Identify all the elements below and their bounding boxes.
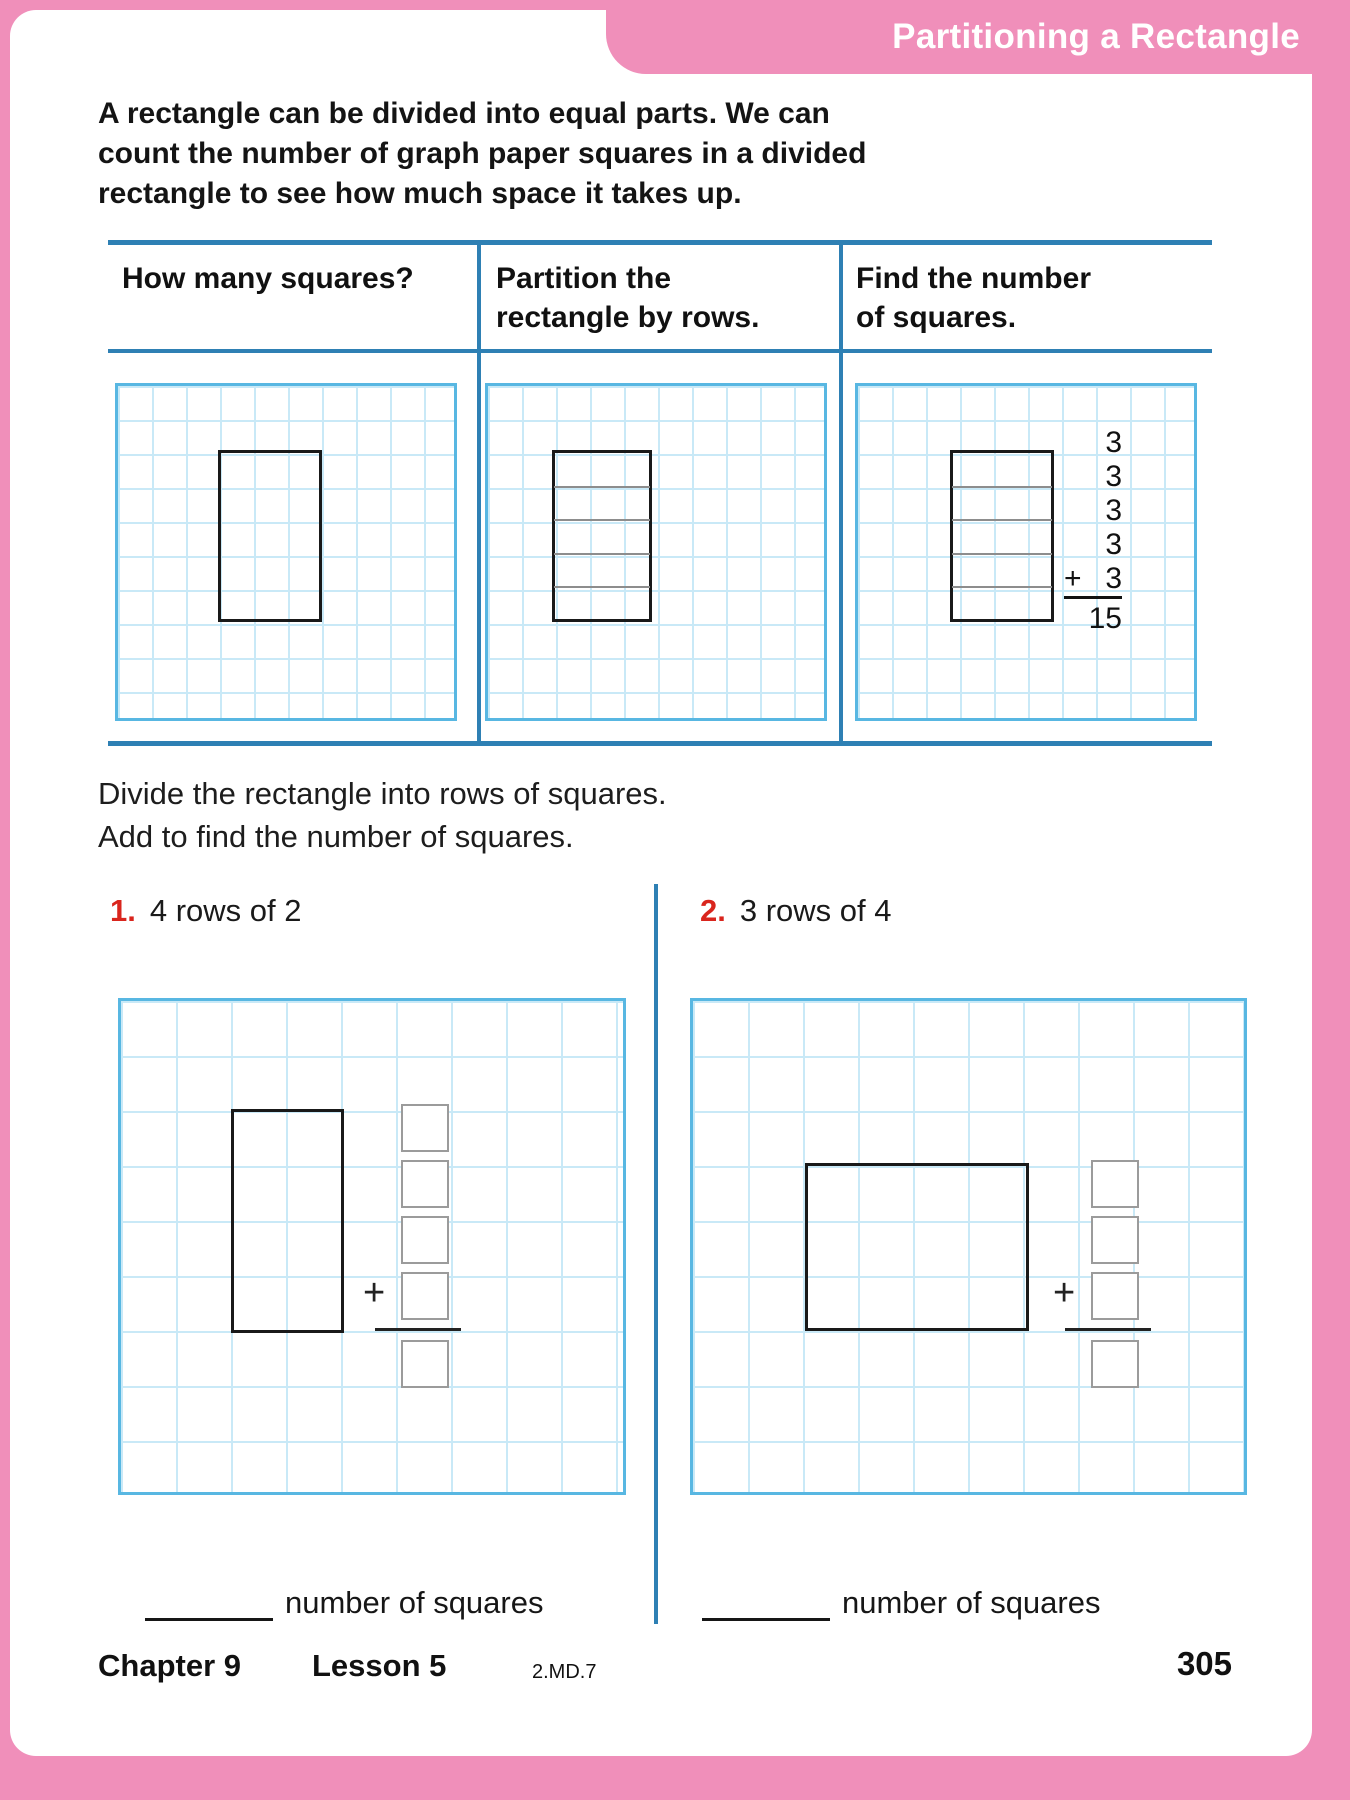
addition-column xyxy=(1064,426,1122,636)
exercise-2-label xyxy=(700,893,891,929)
addend-box[interactable] xyxy=(401,1104,449,1152)
addend-box[interactable] xyxy=(401,1216,449,1264)
plus-addend-row xyxy=(1064,562,1122,599)
answer-label: number of squares xyxy=(285,1585,544,1620)
instruction-line: Add to find the number of squares. xyxy=(98,819,574,854)
exercise-1-answer-row xyxy=(145,1585,543,1621)
table-header-rule xyxy=(108,349,1212,353)
header-line: of squares. xyxy=(856,301,1017,334)
exercise-title: 3 rows of 4 xyxy=(739,893,892,928)
footer-page-number: 305 xyxy=(1176,1645,1232,1682)
exercise-2-rectangle[interactable] xyxy=(805,1163,1029,1331)
header-line: How many squares? xyxy=(122,262,414,295)
answer-blank-line[interactable] xyxy=(145,1591,273,1621)
exercise-1-label xyxy=(110,893,301,929)
intro-line: A rectangle can be divided into equal parts. We can xyxy=(98,97,830,130)
plus-sign: + xyxy=(363,1272,386,1314)
row-divider xyxy=(554,553,650,555)
instruction-line: Divide the rectangle into rows of squares. xyxy=(98,776,667,811)
table-header-find-number xyxy=(856,259,1091,337)
exercise-number: 2. xyxy=(700,893,726,928)
addend-value: 3 xyxy=(1105,460,1122,493)
addend-value: 3 xyxy=(1105,494,1122,527)
row-divider xyxy=(554,586,650,588)
exercise-2-grid xyxy=(690,998,1247,1495)
example-table xyxy=(108,240,1212,746)
plus-sign: + xyxy=(1064,562,1082,595)
exercise-1-rectangle[interactable] xyxy=(231,1109,344,1333)
answer-label: number of squares xyxy=(842,1585,1101,1620)
footer-chapter: Chapter 9 xyxy=(98,1648,241,1683)
intro-line: count the number of graph paper squares in a divided xyxy=(98,137,867,170)
addend-box[interactable] xyxy=(1091,1272,1139,1320)
row-divider xyxy=(554,519,650,521)
header-line: rectangle by rows. xyxy=(496,301,760,334)
header-line: Partition the xyxy=(496,262,672,295)
addend-box[interactable] xyxy=(401,1272,449,1320)
addend-value: 3 xyxy=(1105,562,1122,595)
addend-box[interactable] xyxy=(1091,1160,1139,1208)
exercise-1-grid xyxy=(118,998,626,1495)
row-divider xyxy=(952,519,1052,521)
graph-grid-count-squares xyxy=(855,383,1197,721)
header-line: Find the number xyxy=(856,262,1091,295)
table-header-how-many xyxy=(122,259,414,298)
answer-blank-line[interactable] xyxy=(702,1591,830,1621)
exercise-2-answer-row xyxy=(702,1585,1100,1621)
plus-addend-row xyxy=(1053,1272,1139,1320)
sum-line xyxy=(1065,1328,1151,1331)
intro-line: rectangle to see how much space it takes up. xyxy=(98,177,742,210)
exercise-title: 4 rows of 2 xyxy=(149,893,302,928)
intro-text xyxy=(98,94,866,214)
plus-addend-row xyxy=(363,1272,449,1320)
lesson-title: Partitioning a Rectangle xyxy=(892,17,1300,56)
row-divider xyxy=(952,486,1052,488)
footer-standard-code: 2.MD.7 xyxy=(532,1661,597,1683)
exercise-column-divider xyxy=(654,884,658,1624)
addend-value: 3 xyxy=(1105,426,1122,459)
table-column-divider xyxy=(477,245,481,741)
partitioned-rectangle xyxy=(552,450,652,622)
row-divider xyxy=(554,486,650,488)
addend-box[interactable] xyxy=(1091,1216,1139,1264)
rectangle-outline xyxy=(218,450,322,622)
graph-grid-whole-rectangle xyxy=(115,383,457,721)
row-divider xyxy=(952,586,1052,588)
table-column-divider xyxy=(839,245,843,741)
footer-lesson: Lesson 5 xyxy=(312,1648,447,1683)
lesson-title-banner xyxy=(606,0,1350,74)
exercise-2-addition-stack xyxy=(1053,1160,1139,1396)
exercise-1-addition-stack xyxy=(363,1104,449,1396)
instructions-text xyxy=(98,772,667,858)
sum-line xyxy=(375,1328,461,1331)
addend-box[interactable] xyxy=(401,1160,449,1208)
sum-box[interactable] xyxy=(1091,1340,1139,1388)
row-divider xyxy=(952,553,1052,555)
exercise-number: 1. xyxy=(110,893,136,928)
plus-sign: + xyxy=(1053,1272,1076,1314)
table-header-partition xyxy=(496,259,759,337)
addition-sum: 15 xyxy=(1088,602,1122,635)
addend-value: 3 xyxy=(1105,528,1122,561)
sum-box[interactable] xyxy=(401,1340,449,1388)
graph-grid-partitioned-rectangle xyxy=(485,383,827,721)
partitioned-rectangle xyxy=(950,450,1054,622)
